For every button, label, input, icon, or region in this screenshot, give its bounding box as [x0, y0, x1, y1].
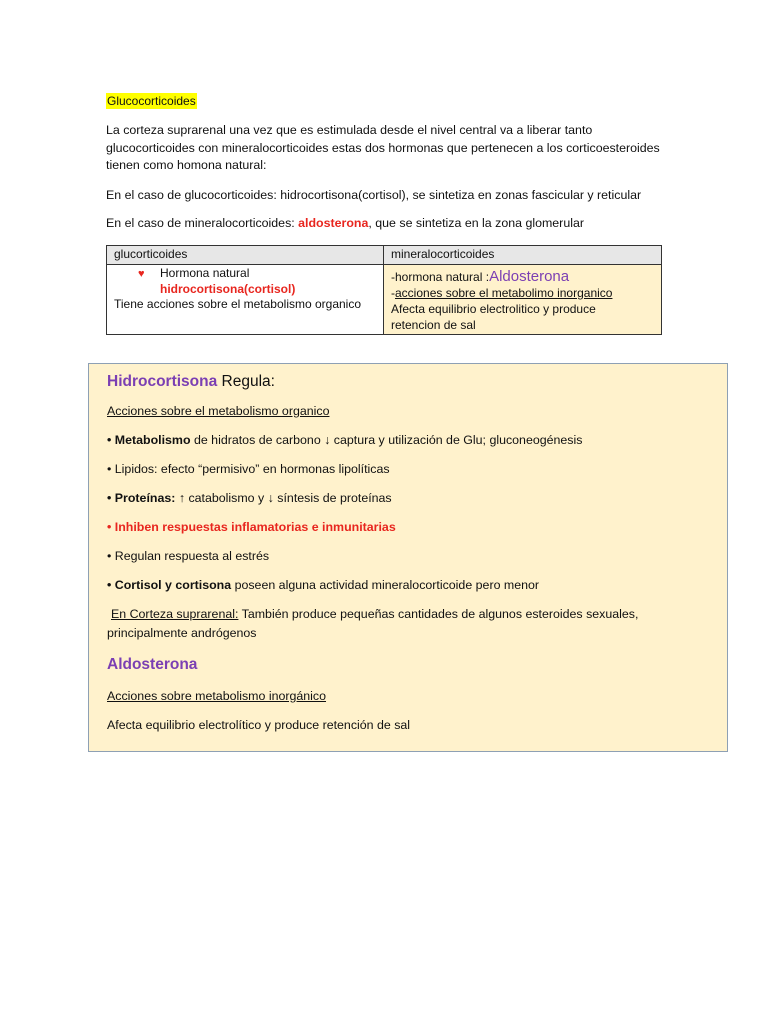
mineral-paragraph — [106, 215, 666, 233]
box-last-line: Afecta equilibrio electrolítico y produce retención de sal — [107, 718, 411, 732]
box-bullet-proteinas — [107, 491, 392, 505]
gluco-bullet-text: Hormona natural — [160, 266, 250, 280]
box-bullet-cortisol-rest: poseen alguna actividad mineralocorticoide pero menor — [231, 578, 540, 592]
box-suprarenal-line2: principalmente andrógenos — [107, 626, 257, 640]
box-bullet-lipidos: • Lipidos: efecto “permisivo” en hormonas lipolíticas — [107, 462, 390, 476]
box-heading-aldosterona: Aldosterona — [107, 656, 198, 673]
aldosterona-highlight: aldosterona — [298, 216, 369, 230]
mineral-line1-prefix: -hormona natural : — [391, 270, 490, 284]
box-suprarenal-rest: También produce pequeñas cantidades de algunos esteroides sexuales, — [238, 607, 639, 621]
gluco-line: Tiene acciones sobre el metabolismo organico — [114, 297, 362, 311]
summary-box — [88, 363, 728, 752]
box-heading — [107, 373, 275, 391]
box-bullet-inflamatorias: • Inhiben respuestas inflamatorias e inmunitarias — [107, 520, 396, 534]
heart-bullet-icon: ♥ — [138, 268, 145, 280]
mineral-line3: Afecta equilibrio electrolitico y produce — [391, 302, 596, 316]
gluco-paragraph: En el caso de glucocorticoides: hidrocortisona(cortisol), se sintetiza en zonas fascicular y reticular — [106, 188, 642, 202]
mineral-cell — [384, 265, 662, 335]
box-bullet-cortisol-bold: • Cortisol y cortisona — [107, 578, 232, 592]
box-bullet-metabolismo-bold: • Metabolismo — [107, 433, 191, 447]
intro-paragraph: La corteza suprarenal una vez que es estimulada desde el nivel central va a liberar tanto glucocorticoides con mineralocorticoides estas dos hormonas que pertenecen a los corticoesteroides tienen como homona natural: — [106, 123, 660, 172]
box-bullet-cortisol — [107, 578, 539, 592]
box-bullet-proteinas-rest: ↑ catabolismo y ↓ síntesis de proteínas — [175, 491, 392, 505]
doc-title: Glucocorticoides — [107, 94, 196, 108]
table-header-row — [107, 246, 662, 265]
box-subheading-organic: Acciones sobre el metabolismo organico — [107, 404, 330, 418]
box-suprarenal-underlined: En Corteza suprarenal: — [111, 607, 239, 621]
box-bullet-metabolismo-rest: de hidratos de carbono ↓ captura y utilización de Glu; gluconeogénesis — [190, 433, 583, 447]
box-bullet-proteinas-bold: • Proteínas: — [107, 491, 176, 505]
mineral-line4: retencion de sal — [391, 318, 476, 332]
header-glucocorticoides: glucorticoides — [107, 246, 384, 265]
mineral-line2-underlined: acciones sobre el metabolimo inorganico — [395, 286, 613, 300]
mineral-line2-dash: - — [391, 286, 395, 300]
mineral-paragraph-prefix: En el caso de mineralocorticoides: — [106, 216, 299, 230]
mineral-paragraph-suffix: , que se sintetiza en la zona glomerular — [368, 216, 584, 230]
box-bullet-metabolismo — [107, 433, 582, 447]
mineral-aldosterona: Aldosterona — [489, 268, 570, 285]
box-bullet-estres: • Regulan respuesta al estrés — [107, 549, 270, 563]
gluco-red-text: hidrocortisona(cortisol) — [160, 282, 296, 296]
header-mineralocorticoides: mineralocorticoides — [384, 246, 662, 265]
box-heading-rest: Regula: — [217, 373, 275, 390]
box-subheading-inorganic: Acciones sobre metabolismo inorgánico — [107, 689, 327, 703]
box-heading-hidrocortisona: Hidrocortisona — [107, 373, 218, 390]
comparison-table — [106, 245, 662, 335]
gluco-cell — [107, 265, 384, 335]
table-row — [107, 265, 662, 335]
box-suprarenal-line — [111, 607, 638, 621]
